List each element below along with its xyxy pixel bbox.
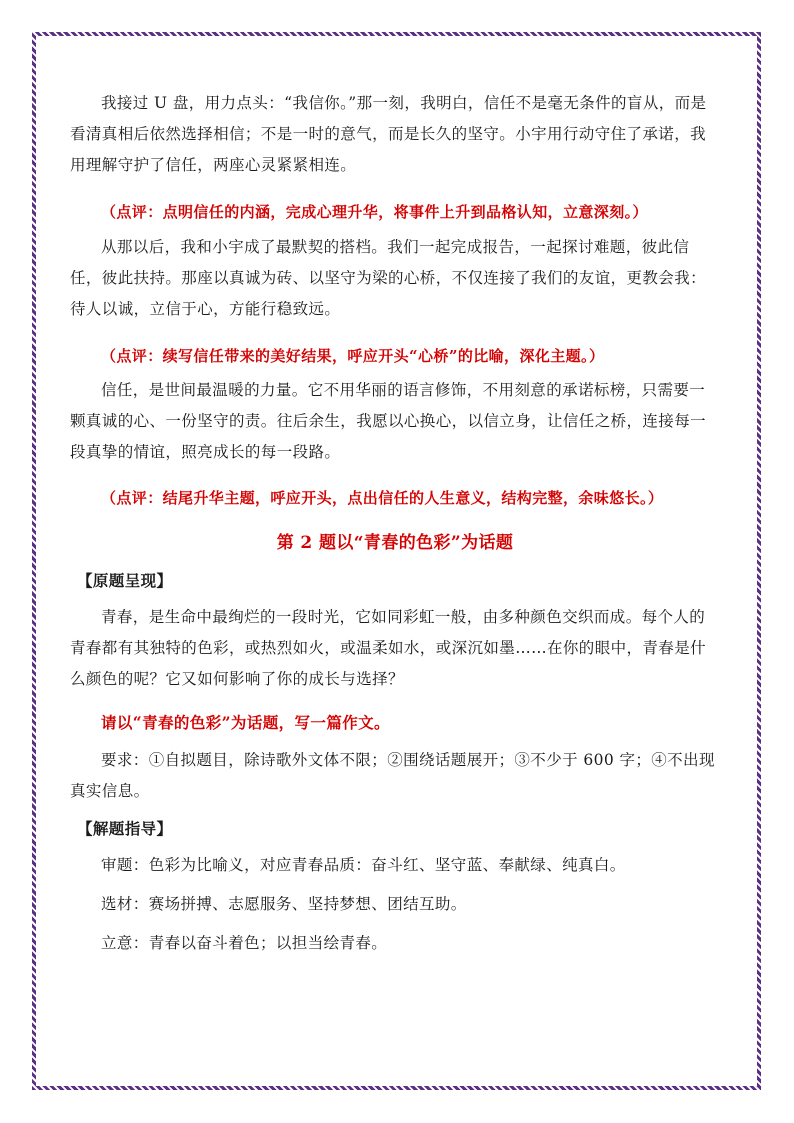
essay-paragraph-1: 我接过 U 盘，用力点头：“我信你。”那一刻，我明白，信任不是毫无条件的盲从，而是看清真相后依然选择相信；不是一时的意气，而是长久的坚守。小宇用行动守住了承诺，我用理解守护了信任，两座心灵紧紧相连。 [70,94,707,174]
essay-paragraph-3: 信任，是世间最温暖的力量。它不用华丽的语言修饰，不用刻意的承诺标榜，只需要一颗真诚的心、一份坚守的责。往后余生，我愿以心换心，以信立身，让信任之桥，连接每一段真挚的情谊，照亮成长的每一段路。 [70,381,707,461]
question-prompt: 青春，是生命中最绚烂的一段时光，它如同彩虹一般，由多种颜色交织而成。每个人的青春都有其独特的色彩，或热烈如火，或温柔如水，或深沉如墨……在你的眼中，青春是什么颜色的呢？它又如何影响了你的成长与选择？ [70,608,707,688]
guide-material: 选材：赛场拼搏、志愿服务、坚持梦想、团结互助。 [101,895,467,913]
writing-task: 请以“青春的色彩”为话题，写一篇作文。 [101,713,390,732]
guide-topic-analysis: 审题：色彩为比喻义，对应青春品质：奋斗红、坚守蓝、奉献绿、纯真白。 [101,856,626,874]
guide-theme: 立意：青春以奋斗着色；以担当绘青春。 [101,934,388,952]
question-2-title: 第 2 题以“青春的色彩”为话题 [276,533,514,553]
guide-label: 【解题指导】 [77,819,173,838]
requirements: 要求：①自拟题目，除诗歌外文体不限；②围绕话题展开；③不少于 600 字；④不出现真实信息。 [70,751,715,800]
document-body [70,88,720,959]
essay-paragraph-2: 从那以后，我和小宇成了最默契的搭档。我们一起完成报告，一起探讨难题，彼此信任，彼此扶持。那座以真诚为砖、以坚守为梁的心桥，不仅连接了我们的友谊，更教会我：待人以诚，立信于心，方能行稳致远。 [70,238,707,318]
comment-1: （点评：点明信任的内涵，完成心理升华，将事件上升到品格认知，立意深刻。） [101,203,648,221]
original-question-label: 【原题呈现】 [77,571,173,590]
comment-2: （点评：续写信任带来的美好结果，呼应开头“心桥”的比喻，深化主题。） [101,347,605,365]
comment-3: （点评：结尾升华主题，呼应开头，点出信任的人生意义，结构完整，余味悠长。） [101,489,664,507]
